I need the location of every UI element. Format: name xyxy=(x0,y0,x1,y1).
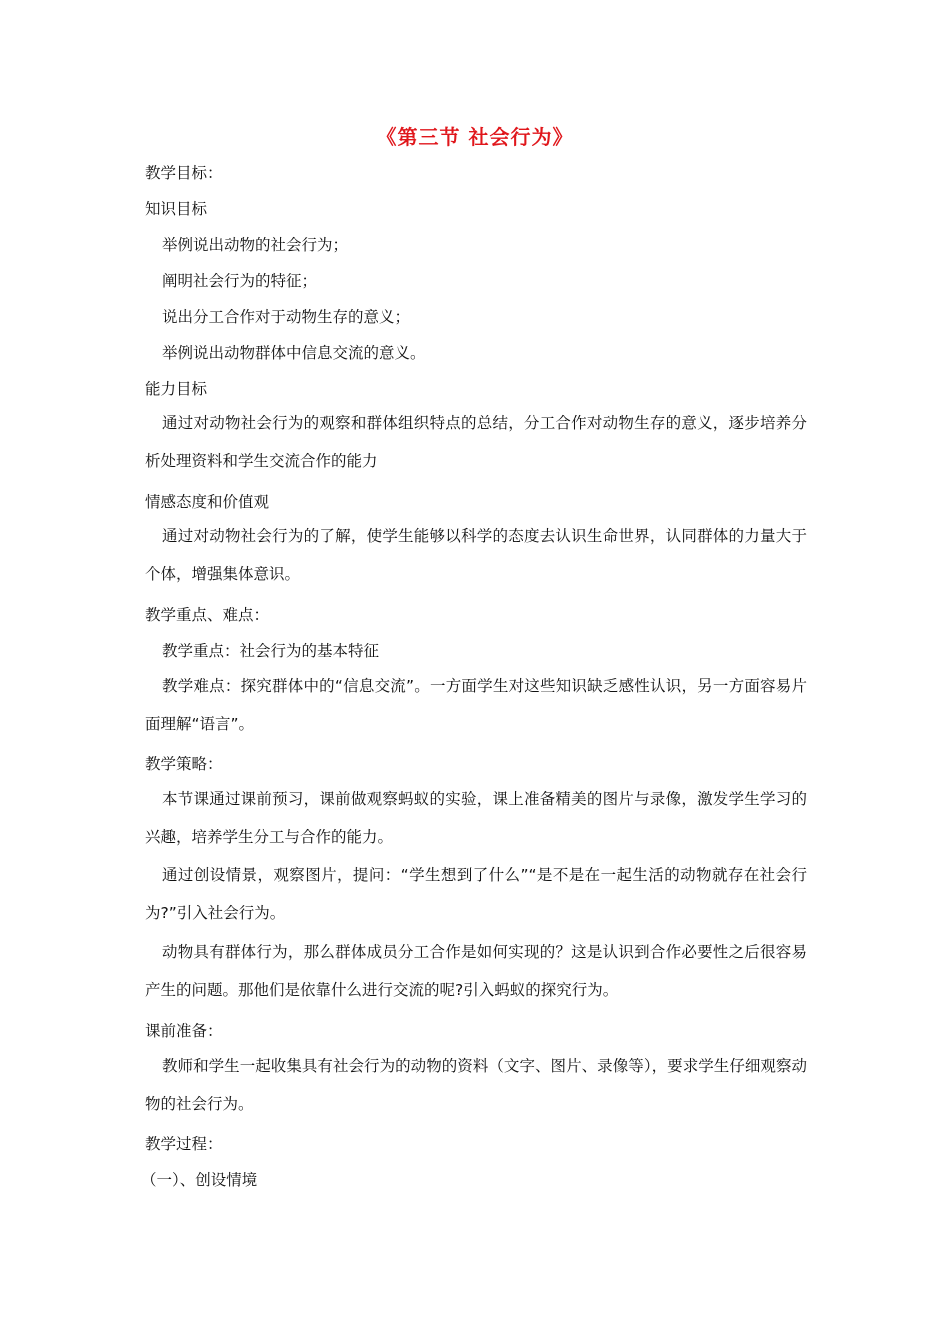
ability-goals-text: 通过对动物社会行为的观察和群体组织特点的总结，分工合作对动物生存的意义，逐步培养分析处理资料和学生交流合作的能力 xyxy=(145,414,807,470)
key-difficult-heading: 教学重点、难点： xyxy=(145,606,270,624)
emotion-goals-heading: 情感态度和价值观 xyxy=(145,493,270,511)
teaching-goals-heading: 教学目标： xyxy=(145,164,223,182)
knowledge-item: 说出分工合作对于动物生存的意义； xyxy=(162,308,411,326)
prep-heading: 课前准备： xyxy=(145,1022,223,1040)
prep-text: 教师和学生一起收集具有社会行为的动物的资料（文字、图片、录像等），要求学生仔细观察动物的社会行为。 xyxy=(145,1057,807,1113)
knowledge-item: 阐明社会行为的特征； xyxy=(162,272,318,290)
strategy-heading: 教学策略： xyxy=(145,755,223,773)
knowledge-item: 举例说出动物群体中信息交流的意义。 xyxy=(162,344,426,362)
document-title: 《第三节 社会行为》 xyxy=(376,125,574,149)
knowledge-goals-heading: 知识目标 xyxy=(145,200,208,218)
strategy-paragraph: 动物具有群体行为，那么群体成员分工合作是如何实现的？这是认识到合作必要性之后很容易产生的问题。那他们是依靠什么进行交流的呢?引入蚂蚁的探究行为。 xyxy=(145,943,807,999)
key-point: 教学重点：社会行为的基本特征 xyxy=(162,642,380,660)
strategy-paragraph: 本节课通过课前预习，课前做观察蚂蚁的实验，课上准备精美的图片与录像，激发学生学习的兴趣，培养学生分工与合作的能力。 xyxy=(145,790,807,846)
process-step: （一）、创设情境 xyxy=(141,1171,258,1189)
knowledge-item: 举例说出动物的社会行为； xyxy=(162,236,349,254)
emotion-goals-text: 通过对动物社会行为的了解，使学生能够以科学的态度去认识生命世界，认同群体的力量大于个体，增强集体意识。 xyxy=(145,527,807,583)
process-heading: 教学过程： xyxy=(145,1135,223,1153)
difficult-point: 教学难点：探究群体中的“信息交流”。一方面学生对这些知识缺乏感性认识，另一方面容易片面理解“语言”。 xyxy=(145,677,807,733)
ability-goals-heading: 能力目标 xyxy=(145,380,208,398)
strategy-paragraph: 通过创设情景，观察图片，提问：“学生想到了什么”“是不是在一起生活的动物就存在社会行为?”引入社会行为。 xyxy=(145,866,807,922)
